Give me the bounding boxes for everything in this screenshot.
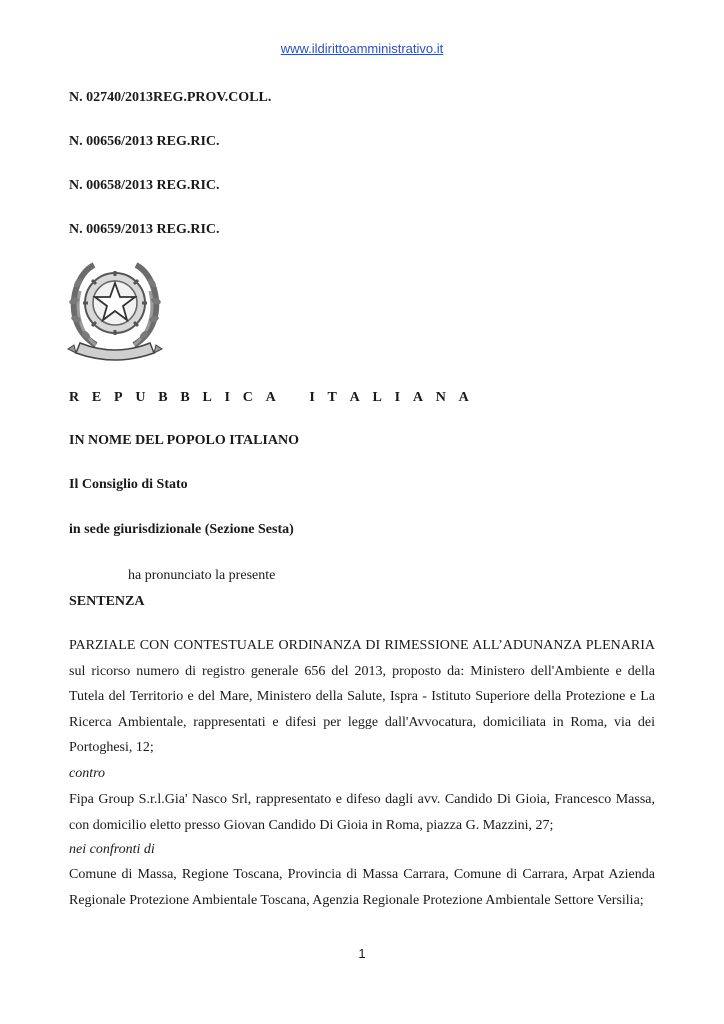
republic-heading-letter: B	[180, 390, 190, 405]
republic-heading-letter: B	[158, 390, 168, 405]
republic-heading-letter: L	[202, 390, 212, 405]
consiglio-heading: Il Consiglio di Stato	[69, 477, 188, 492]
in-nome-heading: IN NOME DEL POPOLO ITALIANO	[69, 433, 299, 448]
republic-heading-letter: A	[349, 390, 360, 405]
republic-heading-letter: T	[327, 390, 337, 405]
contro-label: contro	[69, 766, 106, 781]
pronunciato-line: ha pronunciato la presente	[128, 568, 276, 583]
republic-heading-letter: A	[458, 390, 469, 405]
body-paragraph-parties: PARZIALE CON CONTESTUALE ORDINANZA DI RIMESSIONE ALL’ADUNANZA PLENARIA sul ricorso numero di registro generale 656 del 2013, proposto da: Ministero dell'Ambiente e della Tutela del Territorio e del Mare, Ministero della Salute, Ispra - Istituto Superiore della Protezione e La Ricerca Ambientale, rappresentati e difesi per legge dall'Avvocatura, domiciliata in Roma, via dei Portoghesi, 12;	[69, 638, 655, 755]
republic-heading-letter: C	[242, 390, 253, 405]
registry-number-provv: N. 02740/2013REG.PROV.COLL.	[69, 90, 272, 105]
sede-heading: in sede giurisdizionale (Sezione Sesta)	[69, 522, 294, 537]
republic-heading-letter: I	[309, 390, 315, 405]
republic-heading-letter: I	[224, 390, 230, 405]
header-site-link[interactable]: www.ildirittoamministrativo.it	[280, 41, 444, 56]
registry-number-ric-656: N. 00656/2013 REG.RIC.	[69, 134, 220, 149]
sentenza-heading: SENTENZA	[69, 594, 145, 609]
republic-heading-letter: A	[265, 390, 276, 405]
republic-heading-letter: A	[412, 390, 423, 405]
registry-number-ric-658: N. 00658/2013 REG.RIC.	[69, 178, 220, 193]
republic-heading-letter: L	[372, 390, 382, 405]
body-paragraph-counterparts: Comune di Massa, Regione Toscana, Provincia di Massa Carrara, Comune di Carrara, Arpat Azienda Regionale Protezione Ambientale Toscana, Agenzia Regionale Protezione Ambientale Settore Versilia;	[69, 867, 655, 908]
republic-heading-letter: R	[69, 390, 80, 405]
italian-republic-emblem-icon	[66, 253, 164, 363]
republic-heading-letter: N	[435, 390, 446, 405]
body-paragraph-respondent: Fipa Group S.r.l.Gia' Nasco Srl, rappresentato e difeso dagli avv. Candido Di Gioia, Francesco Massa, con domicilio eletto presso Giovan Candido Di Gioia in Roma, piazza G. Mazzini, 27;	[69, 792, 655, 833]
republic-heading-letter: I	[394, 390, 401, 405]
nei-confronti-label: nei confronti di	[69, 842, 155, 857]
republic-heading-letter: U	[135, 390, 146, 405]
republic-heading-letter	[289, 390, 297, 406]
republic-heading-letter: E	[91, 390, 102, 405]
republic-heading	[69, 390, 469, 406]
republic-heading-letter: P	[114, 390, 123, 405]
page-number: 1	[358, 946, 366, 961]
registry-number-ric-659: N. 00659/2013 REG.RIC.	[69, 222, 220, 237]
